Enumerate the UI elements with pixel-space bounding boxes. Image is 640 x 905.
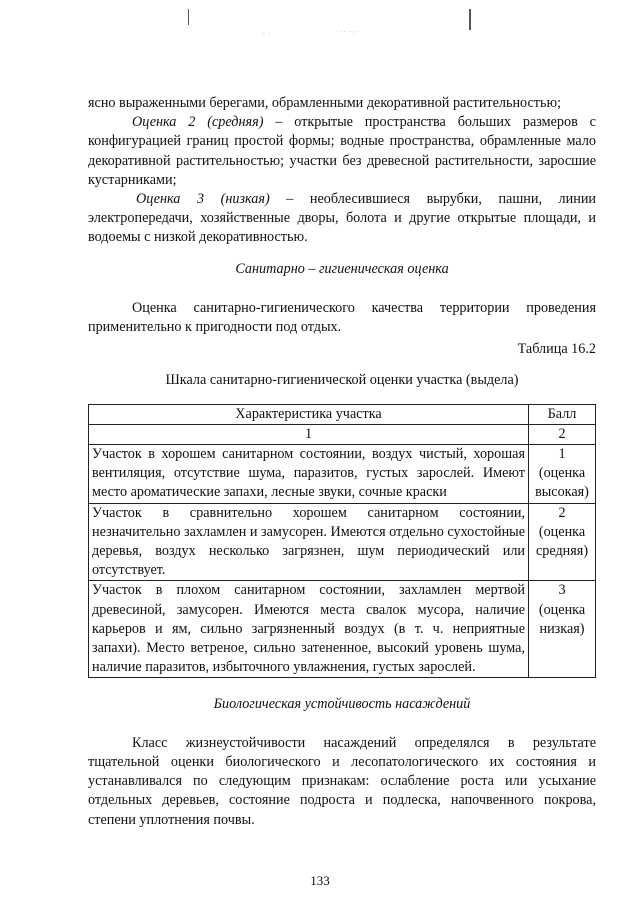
page-number: 133 bbox=[310, 873, 330, 888]
row-score-note: (оценка низкая) bbox=[538, 601, 586, 637]
row-description: Участок в плохом санитарном состоянии, захламлен мертвой древесиной, замусорен. Имеются места свалок мусора, наличие карьеров и ям, сильно загрязненный воздух (в т. ч. неприятные запахи). Место ветреное, сильно затененное, высокий уровень шума, наличие паразитов, избыточного увлажнения, густых зарослей. bbox=[89, 581, 529, 678]
table-reference: Таблица 16.2 bbox=[517, 341, 596, 358]
paragraph-score-2 bbox=[88, 113, 596, 190]
column-number-2: 2 bbox=[529, 424, 596, 444]
row-score-cell bbox=[529, 445, 596, 504]
paragraph-sanitary: Оценка санитарно-гигиенического качества территории проведения применительно к пригодности под отдых. bbox=[88, 299, 596, 336]
paragraph-continuation: ясно выраженными берегами, обрамленными декоративной растительностью; bbox=[88, 95, 562, 111]
column-number-1: 1 bbox=[89, 424, 529, 444]
section-title-sanitary: Санитарно – гигиеническая оценка bbox=[235, 260, 449, 277]
score-3-text: – необлесившиеся вырубки, пашни, линии электропередачи, хозяйственные дворы, болота и другие открытые площади, и водоемы с низкой декоративностью. bbox=[88, 191, 597, 246]
table-row bbox=[89, 445, 596, 504]
sanitary-scale-table bbox=[88, 404, 596, 679]
row-score: 3 bbox=[558, 582, 566, 599]
score-2-text: – открытые пространства больших размеров с конфигурацией границ простой формы; водные пространства, обрамленные мало декоративной растительностью; участки без древесной растительности, заросшие кустарниками; bbox=[88, 114, 596, 188]
page-content bbox=[88, 94, 596, 830]
table-header-row bbox=[89, 404, 596, 424]
section-title-biological: Биологическая устойчивость насаждений bbox=[213, 696, 471, 713]
table-caption: Шкала санитарно-гигиенической оценки участка (выдела) bbox=[165, 372, 519, 389]
table-row bbox=[89, 503, 596, 581]
paragraph-score-3 bbox=[88, 190, 596, 248]
scan-mark-left bbox=[188, 9, 189, 25]
row-score-note: (оценка средняя) bbox=[535, 523, 589, 560]
row-score: 2 bbox=[558, 504, 566, 521]
header-characteristic: Характеристика участка bbox=[89, 404, 529, 424]
row-score-cell bbox=[529, 503, 596, 581]
row-description: Участок в хорошем санитарном состоянии, воздух чистый, хорошая вентиляция, отсутствие шума, паразитов, густых зарослей. Имеют место ароматические запахи, лесные звуки, сочные краски bbox=[89, 445, 529, 504]
score-3-label: Оценка 3 (низкая) bbox=[136, 191, 270, 208]
row-score: 1 bbox=[558, 446, 566, 463]
table-column-numbers-row bbox=[89, 424, 596, 444]
row-description: Участок в сравнительно хорошем санитарном состоянии, незначительно захламлен и замусорен. Имеются отдельно сухостойные деревья, воздух несколько загрязнен, шум периодический или отсутствует. bbox=[89, 503, 529, 581]
scan-noise: ·· ·:· bbox=[340, 28, 360, 36]
paragraph-biological: Класс жизнеустойчивости насаждений определялся в результате тщательной оценки биологического и лесопатологического их состояния и устанавливался по следующим признакам: ослабление роста или усыхание отдельных деревьев, состояние подроста и подлеска, напочвенного покрова, степени уплотнения почвы. bbox=[88, 734, 596, 828]
table-row bbox=[89, 581, 596, 678]
scan-mark-right bbox=[469, 9, 471, 30]
row-score-note: (оценка высокая) bbox=[535, 465, 589, 501]
row-score-cell bbox=[529, 581, 596, 678]
score-2-label: Оценка 2 (средняя) bbox=[132, 114, 264, 131]
header-score: Балл bbox=[529, 404, 596, 424]
scan-noise: · · bbox=[262, 30, 272, 38]
